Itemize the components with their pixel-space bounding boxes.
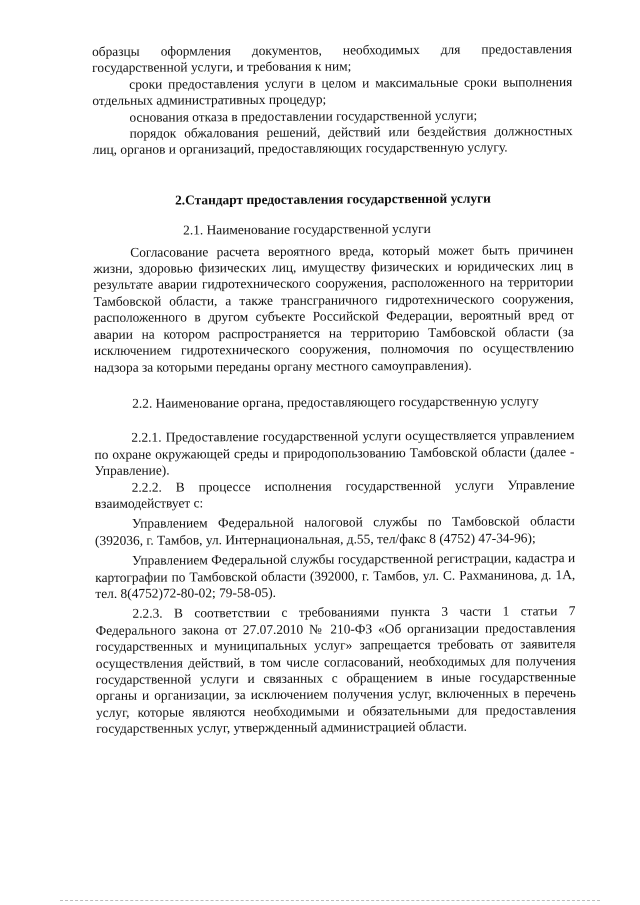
subsection-2-1-heading: 2.1. Наименование государственной услуги (183, 221, 431, 238)
paragraph-2-2-3: 2.2.3. В соответствии с требованиями пункта 3 части 1 статьи 7 Федерального закона от 27.07.2010 № 210-ФЗ «Об организации предоставления государственных и муниципальных услуг» запрещается требовать от заявителя осуществления действий, в том числе согласований, необходимых для получения государственной услуги и связанных с обращением в иные государственные органы и организации, за исключением получения услуг, включенных в перечень услуг, которые являются необходимыми и обязательными для предоставления государственных услуг, утвержденный администрацией области. (95, 603, 577, 737)
subsection-2-2-heading: 2.2. Наименование органа, предоставляющего государственную услугу (132, 393, 539, 411)
intro-item-templates: образцы оформления документов, необходимых для предоставления государственной услуги, и требования к ним; (92, 41, 573, 76)
document-body (92, 41, 576, 738)
section-heading: 2.Стандарт предоставления государственной услуги (175, 190, 491, 208)
paragraph-rosreestr: Управлением Федеральной службы государственной регистрации, кадастра и картографии по Тамбовской области (392000, г. Тамбов, ул. С. Рахманинова, д. 1А, тел. 8(4752)72-80-02; 79-58-05). (95, 550, 576, 601)
scan-edge-artifact (60, 898, 600, 901)
paragraph-2-2-1: 2.2.1. Предоставление государственной услуги осуществляется управлением по охране окружающей среды и природопользованию Тамбовской области (далее - Управление). (94, 427, 575, 479)
intro-item-appeal: порядок обжалования решений, действий или бездействия должностных лиц, органов и организаций, предоставляющих государственную услугу. (92, 123, 573, 158)
intro-item-deadlines: сроки предоставления услуги в целом и максимальные сроки выполнения отдельных административных процедур; (92, 73, 573, 109)
paragraph-2-2-2: 2.2.2. В процессе исполнения государственной услуги Управление взаимодействует с: (94, 476, 575, 511)
intro-item-refusal: основания отказа в предоставлении государственной услуги; (129, 107, 478, 125)
subsection-2-1-text: Согласование расчета вероятного вреда, который может быть причинен жизни, здоровью физических лиц, имуществу физических и юридических лиц в результате аварии гидротехнического сооружения, расположенного на территории Тамбовской области, а также трансграничного гидротехнического сооружения, расположенного в другом субъекте Российской Федерации, вероятный вред от аварии на котором распространяется на территорию Тамбовской области (за исключением гидротехнического сооружения, полномочия по осуществлению надзора за которыми переданы органу местного самоуправления). (93, 241, 574, 375)
paragraph-tax-service: Управлением Федеральной налоговой службы по Тамбовской области (392036, г. Тамбов, ул. Интернациональная, д.55, тел/факс 8 (4752) 47-34-96); (94, 513, 575, 548)
